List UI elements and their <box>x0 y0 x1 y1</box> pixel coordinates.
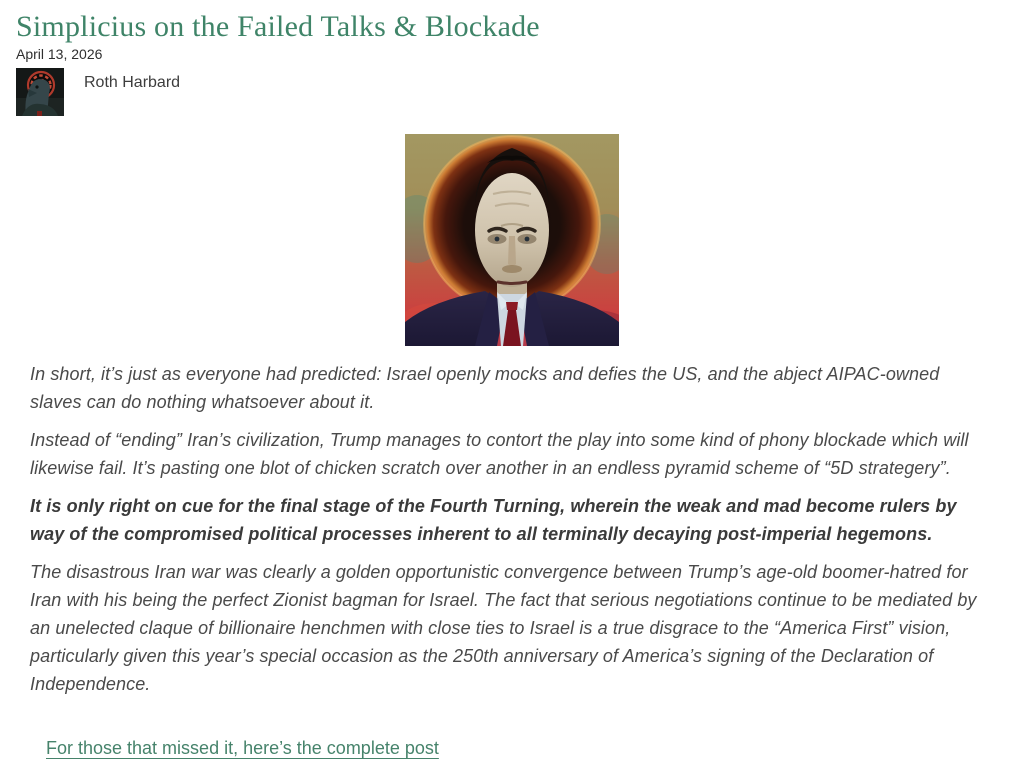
post-header <box>16 10 1008 116</box>
post-date: April 13, 2026 <box>16 46 103 62</box>
author-avatar-icon <box>16 68 64 116</box>
paragraph-3: It is only right on cue for the final stage of the Fourth Turning, wherein the weak and mad become rulers by way of the compromised political processes inherent to all terminally decaying post-imperial hegemons. <box>30 496 957 544</box>
page-title: Simplicius on the Failed Talks & Blockade <box>16 10 540 43</box>
post-body <box>16 360 1008 698</box>
paragraph-1: In short, it’s just as everyone had predicted: Israel openly mocks and defies the US, and the abject AIPAC-owned slaves can do nothing whatsoever about it. <box>30 364 940 412</box>
author-name: Roth Harbard <box>84 74 181 91</box>
paragraph-2: Instead of “ending” Iran’s civilization, Trump manages to contort the play into some kind of phony blockade which will likewise fail. It’s pasting one blot of chicken scratch over another in an endless pyramid scheme of “5D strategery”. <box>30 430 969 478</box>
complete-post-link[interactable]: For those that missed it, here’s the complete post <box>46 738 439 758</box>
post-hero-image <box>405 134 619 346</box>
byline <box>16 68 1008 116</box>
paragraph-4: The disastrous Iran war was clearly a golden opportunistic convergence between Trump’s age-old boomer-hatred for Iran with his being the perfect Zionist bagman for Israel. The fact that serious negotiations continue to be mediated by an unelected claque of billionaire henchmen with close ties to Israel is a true disgrace to the “America First” vision, particularly given this year’s special occasion as the 250th anniversary of America’s signing of the Declaration of Independence. <box>30 562 977 694</box>
